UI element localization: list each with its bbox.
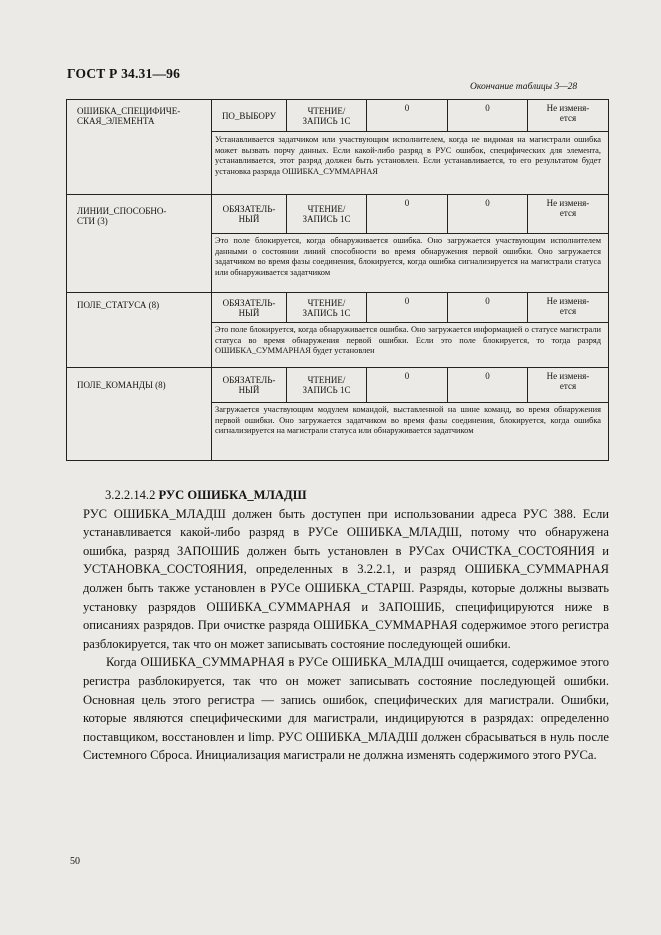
table-row-description: Это поле блокируется, когда обнаруживается ошибка. Оно загружается информацией о статусе магистрали статуса во время обнаружения первой ошибки. Если это поле блокируется, то тогда разряд ОШИБКА_СУММАРНАЯ будет установлен [215,325,601,356]
section-title: РУС ОШИБКА_МЛАДШ [158,488,307,502]
section-paragraph-2: Когда ОШИБКА_СУММАРНАЯ в РУСе ОШИБКА_МЛАДШ очищается, содержимое этого регистра разблокируется, так что он может записывать состояние последующей ошибки. Основная цель этого регистра — запись ошибок, специфических для магистрали. Ошибки, которые являются специфическими для магистрали, индицируются в разрядах: определенно поставщиком, восстановлен и limp. РУС ОШИБКА_МЛАДШ должен сбрасываться в нуль после Системного Сброса. Инициализация магистрали не должна изменять содержимого этого РУСа. [83,655,609,763]
document-title: ГОСТ Р 34.31—96 [67,66,181,81]
table-row-value-1: 0 [404,103,410,113]
table-row-name: ОШИБКА_СПЕЦИФИЧЕ- СКАЯ_ЭЛЕМЕНТА [77,106,181,126]
table-row-access: ЧТЕНИЕ/ ЗАПИСЬ 1С [302,297,351,318]
table-row-change: Не изменя- ется [546,371,590,391]
table-row-type: ПО_ВЫБОРУ [221,110,277,121]
table-row-type: ОБЯЗАТЕЛЬ- НЫЙ [222,297,276,318]
section-body [83,486,609,765]
table-row-value-2: 0 [485,296,490,306]
table-row-description: Загружается участвующим модулем командой, выставленной на шине команд, во время обнаружения первой ошибки. Оно загружается задатчиком во время фазы соединения, блокируется, когда ошибка сигнализируется на магистрали статуса или обнаруживается задатчиком [215,405,601,436]
table-row-value-1: 0 [404,371,410,381]
table-row-change: Не изменя- ется [546,103,590,123]
table-row-value-2: 0 [485,371,490,381]
table-row-name: ПОЛЕ_СТАТУСА (8) [77,300,160,310]
section-heading [83,486,609,505]
table-row-name: ЛИНИИ_СПОСОБНО- СТИ (3) [77,206,167,226]
register-table [66,99,609,461]
table-row-change: Не изменя- ется [546,198,590,218]
table-row-access: ЧТЕНИЕ/ ЗАПИСЬ 1С [302,204,351,224]
section-paragraph-1: РУС ОШИБКА_МЛАДШ должен быть доступен при использовании адреса РУС 388. Если устанавливается какой-либо разряд в РУСе ОШИБКА_МЛАДШ, потому что обнаружена ошибка, разряд ЗАПОШИБ должен быть установлен в РУСах ОЧИСТКА_СОСТОЯНИЯ и УСТАНОВКА_СОСТОЯНИЯ, определенных в 3.2.2.1, и разряд ОШИБКА_СУММАРНАЯ должен быть также установлен в РУСе ОШИБКА_СТАРШ. Разряды, которые должны вызвать установку разрядов ОШИБКА_СУММАРНАЯ и ЗАПОШИБ, специфицируются ниже в описаниях разрядов. При очистке разряда ОШИБКА_СУММАРНАЯ содержимое этого регистра разблокируется, так что он может записывать состояние последующей ошибки. [83,506,609,651]
table-row-name: ПОЛЕ_КОМАНДЫ (8) [77,380,166,390]
table-row-change: Не изменя- ется [546,296,590,316]
table-row-value-2: 0 [485,103,490,113]
table-row-access: ЧТЕНИЕ/ ЗАПИСЬ 1С [302,375,351,395]
page-number: 50 [70,856,80,867]
table-continuation-caption: Окончание таблицы 3—28 [470,82,578,92]
table-row-access: ЧТЕНИЕ/ ЗАПИСЬ 1С [302,105,351,126]
table-row-description: Устанавливается задатчиком или участвующим исполнителем, когда не видимая на магистрали ошибка может вызвать порчу данных. Если какой-либо разряд в РУС ошибок, специфических для элемента, устанавливается, этот разряд должен быть установлен. Если устанавливается, то его результатом будет установка разряда ОШИБКА_СУММАРНАЯ [215,135,601,176]
table-row-value-2: 0 [485,198,490,208]
table-row-type: ОБЯЗАТЕЛЬ- НЫЙ [222,204,276,224]
table-row-value-1: 0 [404,296,410,306]
table-row-type: ОБЯЗАТЕЛЬ- НЫЙ [222,375,276,395]
table-row-description: Это поле блокируется, когда обнаруживается ошибка. Оно загружается участвующим исполнителем данными о состоянии линий способности во время обнаружения первой ошибки. Оно загружается задатчиком во время фазы соединения, блокируется, когда ошибка сигнализируется на магистрали статуса или обнаруживается задатчиком [215,236,601,277]
section-number: 3.2.2.14.2 [105,488,156,502]
table-row-value-1: 0 [404,198,410,208]
